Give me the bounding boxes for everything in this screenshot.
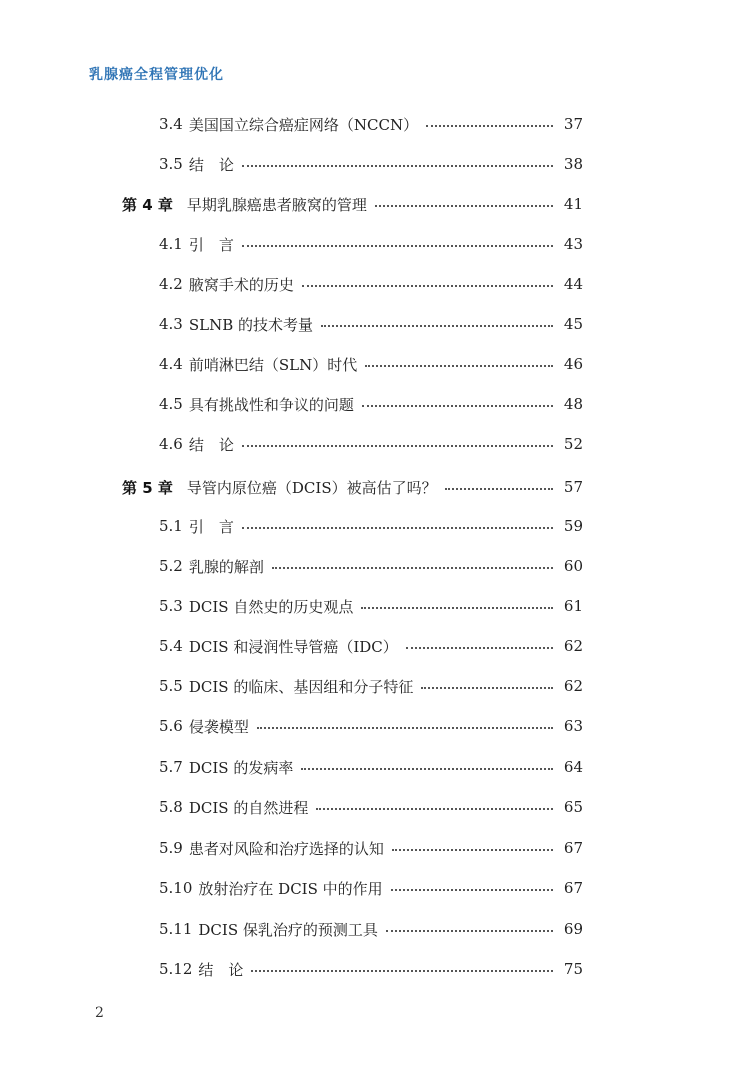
toc-page: 44: [563, 275, 583, 293]
toc-page: 59: [563, 517, 583, 535]
toc-leader: [386, 930, 553, 932]
running-head: 乳腺癌全程管理优化: [89, 67, 224, 83]
toc-number: 5.3: [159, 597, 183, 615]
toc-page: 48: [563, 395, 583, 413]
toc-entry[interactable]: [159, 514, 583, 538]
toc-entry[interactable]: [159, 714, 583, 738]
toc-number: 3.4: [159, 115, 183, 133]
toc-number: 5.1: [159, 517, 183, 535]
toc-page: 61: [563, 597, 583, 615]
toc-number: 5.11: [159, 920, 193, 938]
toc-number: 3.5: [159, 155, 183, 173]
toc-page: 41: [563, 195, 583, 213]
toc-leader: [391, 889, 553, 891]
toc-entry[interactable]: [159, 836, 583, 860]
toc-page: 43: [563, 235, 583, 253]
toc-number: 5.6: [159, 717, 183, 735]
toc-title: 早期乳腺癌患者腋窝的管理: [186, 195, 367, 214]
toc-entry[interactable]: [159, 554, 583, 578]
toc-title: 放射治疗在 DCIS 中的作用: [198, 879, 383, 898]
toc-entry[interactable]: [159, 232, 583, 256]
toc-entry[interactable]: [159, 112, 583, 136]
toc-chapter-entry[interactable]: [122, 475, 583, 499]
toc-page: 52: [563, 435, 583, 453]
toc-title: 结 论: [188, 155, 234, 174]
toc-leader: [426, 125, 553, 127]
toc-number: 4.6: [159, 435, 183, 453]
toc-title: 患者对风险和治疗选择的认知: [188, 839, 384, 858]
toc-entry[interactable]: [159, 957, 583, 981]
toc-leader: [302, 285, 553, 287]
toc-number: 4.5: [159, 395, 183, 413]
toc-page: 37: [563, 115, 583, 133]
toc-title: 腋窝手术的历史: [188, 275, 294, 294]
toc-entry[interactable]: [159, 152, 583, 176]
toc-number: 5.7: [159, 758, 183, 776]
toc-chapter-entry[interactable]: [122, 192, 583, 216]
toc-chapter-number: 第 5 章: [122, 478, 173, 497]
toc-leader: [321, 325, 553, 327]
toc-entry[interactable]: [159, 755, 583, 779]
toc-entry[interactable]: [159, 634, 583, 658]
toc-entry[interactable]: [159, 272, 583, 296]
toc-title: DCIS 和浸润性导管癌（IDC）: [188, 637, 398, 656]
toc-page: 63: [563, 717, 583, 735]
toc-page: 60: [563, 557, 583, 575]
toc-leader: [242, 165, 553, 167]
toc-title: 前哨淋巴结（SLN）时代: [188, 355, 358, 374]
toc-title: 引 言: [188, 517, 234, 536]
toc-title: DCIS 的发病率: [188, 758, 294, 777]
toc-entry[interactable]: [159, 594, 583, 618]
toc-entry[interactable]: [159, 432, 583, 456]
toc-title: 结 论: [188, 435, 234, 454]
toc-number: 5.5: [159, 677, 183, 695]
toc-entry[interactable]: [159, 392, 583, 416]
toc-title: DCIS 保乳治疗的预测工具: [198, 920, 378, 939]
toc-leader: [421, 687, 553, 689]
toc-leader: [242, 445, 553, 447]
toc-entry[interactable]: [159, 795, 583, 819]
page-number: 2: [95, 1005, 104, 1021]
toc-page: 64: [563, 758, 583, 776]
toc-leader: [445, 488, 553, 490]
toc-title: 乳腺的解剖: [188, 557, 264, 576]
toc-page: 67: [563, 879, 583, 897]
toc-leader: [242, 527, 553, 529]
toc-page: 62: [563, 677, 583, 695]
toc-title: 引 言: [188, 235, 234, 254]
toc-number: 5.2: [159, 557, 183, 575]
toc-number: 5.12: [159, 960, 193, 978]
toc-number: 5.9: [159, 839, 183, 857]
toc-leader: [365, 365, 553, 367]
toc-title: 具有挑战性和争议的问题: [188, 395, 354, 414]
toc-title: 导管内原位癌（DCIS）被高估了吗？: [186, 478, 437, 497]
toc-page: 62: [563, 637, 583, 655]
toc-entry[interactable]: [159, 876, 583, 900]
toc-leader: [375, 205, 553, 207]
toc-number: 4.1: [159, 235, 183, 253]
toc-leader: [301, 768, 553, 770]
toc-number: 5.4: [159, 637, 183, 655]
toc-number: 4.2: [159, 275, 183, 293]
toc-number: 4.3: [159, 315, 183, 333]
toc-leader: [361, 607, 553, 609]
toc-leader: [257, 727, 553, 729]
toc-title: SLNB 的技术考量: [188, 315, 314, 334]
toc-page: 65: [563, 798, 583, 816]
toc-leader: [316, 808, 553, 810]
toc-leader: [406, 647, 553, 649]
toc-page: 38: [563, 155, 583, 173]
toc-entry[interactable]: [159, 917, 583, 941]
toc-title: 侵袭模型: [188, 717, 249, 736]
toc-page: 46: [563, 355, 583, 373]
toc-leader: [392, 849, 553, 851]
toc-page: 45: [563, 315, 583, 333]
toc-title: 美国国立综合癌症网络（NCCN）: [188, 115, 419, 134]
toc-page: 57: [563, 478, 583, 496]
toc-number: 4.4: [159, 355, 183, 373]
toc-entry[interactable]: [159, 312, 583, 336]
toc-title: DCIS 的自然进程: [188, 798, 309, 817]
toc-number: 5.10: [159, 879, 193, 897]
toc-entry[interactable]: [159, 674, 583, 698]
toc-leader: [272, 567, 553, 569]
toc-page: 69: [563, 920, 583, 938]
toc-title: 结 论: [198, 960, 244, 979]
toc-leader: [251, 970, 553, 972]
toc-leader: [242, 245, 553, 247]
toc-page: 75: [563, 960, 583, 978]
toc-chapter-number: 第 4 章: [122, 195, 173, 214]
toc-leader: [362, 405, 553, 407]
toc-title: DCIS 自然史的历史观点: [188, 597, 354, 616]
toc-page: 67: [563, 839, 583, 857]
toc-number: 5.8: [159, 798, 183, 816]
toc-entry[interactable]: [159, 352, 583, 376]
toc-title: DCIS 的临床、基因组和分子特征: [188, 677, 414, 696]
